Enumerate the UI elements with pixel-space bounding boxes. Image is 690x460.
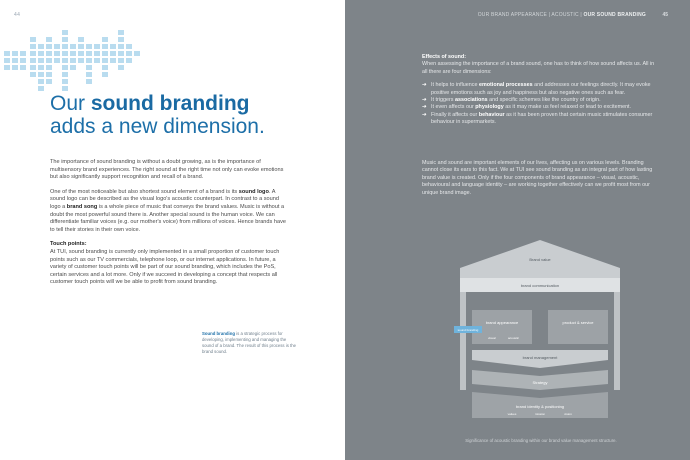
page-headline (50, 92, 265, 138)
intro-paragraph: The importance of sound branding is without a doubt growing, as is the importance of multisensory brand experiences. The right sound at the right time not only can evoke emotions but also significantly support recognition and recall of a brand. (50, 159, 284, 181)
visual-tag-label: visual (488, 336, 496, 340)
headline-bold: sound branding (90, 92, 250, 115)
running-head-section: OUR SOUND BRANDING (583, 12, 646, 18)
touch-points-paragraph: At TUI, sound branding is currently only implemented in a small proportion of customer touch points such as our TV commercials, telephone loop, or our internet applications. In future, a variety of customer touch points will be part of our sound branding, which includes the PoS, certain services and a lot more. Only if we succeed in developing a concept that respects all customer touch points will we be able to profit from sound branding. (50, 248, 280, 286)
left-pillar (460, 292, 466, 390)
sidenote (202, 331, 297, 355)
brand-management-label: brand management (522, 355, 558, 360)
bullet-term: associations (454, 97, 488, 104)
bullet-term: emotional processes (478, 82, 533, 89)
identity-item-mission: mission (534, 412, 546, 416)
bullet-term: physiology (475, 104, 504, 111)
para-segment: . A sound logo can be described as the visual logo's acoustic counterpart. In contrast to a sound logo a (50, 188, 279, 210)
running-head-prefix: OUR BRAND APPEARANCE | ACOUSTIC | (477, 12, 584, 18)
page-number-right: 45 (662, 12, 668, 18)
bullet-text: It helps to influence (431, 82, 479, 89)
running-head (478, 12, 646, 18)
effects-heading: Effects of sound: (422, 54, 467, 60)
brand-identity-label: brand identity & positioning (515, 404, 565, 409)
bullet-text: as it has been proven that certain music stimulates consumer behaviour in supermarkets. (431, 111, 653, 126)
arrow-icon: ➔ (422, 97, 427, 104)
acoustic-tag-label: acoustic (508, 336, 520, 340)
sound-logo-paragraph (50, 189, 290, 235)
bullet-text: Finally it affects our (431, 111, 479, 118)
page-number-left: 44 (14, 12, 21, 18)
effects-intro: When assessing the importance of a brand sound, one has to think of how sound affects us. All in all there are four dimensions: (422, 61, 655, 75)
brand-communication-label: brand communication (520, 283, 560, 288)
diagram-caption: Significance of acoustic branding within our brand value management structure. (465, 438, 617, 443)
brand-song-term: brand song (66, 203, 98, 210)
effects-list (422, 82, 657, 126)
arrow-icon: ➔ (422, 82, 427, 89)
left-body-text (50, 159, 290, 294)
bullet-text: It even affects our (431, 104, 476, 111)
brand-value-diagram (450, 238, 630, 424)
bullet-text: and specific schemes like the country of origin. (487, 97, 601, 104)
identity-item-vision: vision (564, 412, 572, 416)
bullet-text: as it may make us feel relaxed or lead to excitement. (503, 104, 632, 111)
sidenote-term: Sound branding (202, 331, 235, 336)
brand-value-label: Brand value (529, 257, 551, 262)
right-pillar (614, 292, 620, 390)
arrow-icon: ➔ (422, 104, 427, 111)
bullet-text: It triggers (431, 97, 455, 104)
product-service-block (548, 310, 608, 344)
sidenote-text: is a strategic process for developing, implementing and managing the sound of a brand. The result of this process is the brand sound. (202, 331, 297, 354)
touch-points-heading: Touch points: (50, 241, 87, 248)
list-item (422, 104, 657, 111)
headline-pre: Our (50, 92, 91, 115)
list-item (422, 112, 657, 127)
sound-branding-tag-label: sound branding (457, 328, 479, 332)
music-paragraph: Music and sound are important elements of our lives, affecting us on various levels. Branding cannot close its ears to this fact. We at TUI see sound branding as an integral part of how lasting brand value is created. Only if the four components of brand appearance – visual, acoustic, behavioural and language identity – are working together effectively can we profit most from our unique brand image. (422, 160, 653, 196)
list-item (422, 82, 657, 97)
identity-item-values: values (507, 412, 517, 416)
para-segment: is a whole piece of music that conveys the brand values. Music is without a doubt the most powerful sound there is. Another special sound is the human voice. We can differentiate familiar voices (e.g. our mother's voice) from millions of voices. Hence brands have to tell their stories in their own voice. (50, 203, 287, 233)
bullet-text: and addresses our feelings directly. It may evoke positive emotions such as joy and happiness but also negative ones such as fear. (431, 82, 651, 96)
effects-section (422, 54, 657, 133)
sound-logo-term: sound logo (238, 188, 269, 195)
list-item (422, 97, 657, 104)
arrow-icon: ➔ (422, 111, 427, 118)
product-service-label: product & service (562, 320, 594, 325)
para-segment: One of the most noticeable but also shortest sound element of a brand is its (50, 188, 239, 195)
bullet-term: behaviour (478, 111, 505, 118)
brand-appearance-label: brand appearance (485, 320, 519, 325)
headline-line2: adds a new dimension. (50, 115, 265, 138)
strategy-label: Strategy (532, 380, 548, 385)
